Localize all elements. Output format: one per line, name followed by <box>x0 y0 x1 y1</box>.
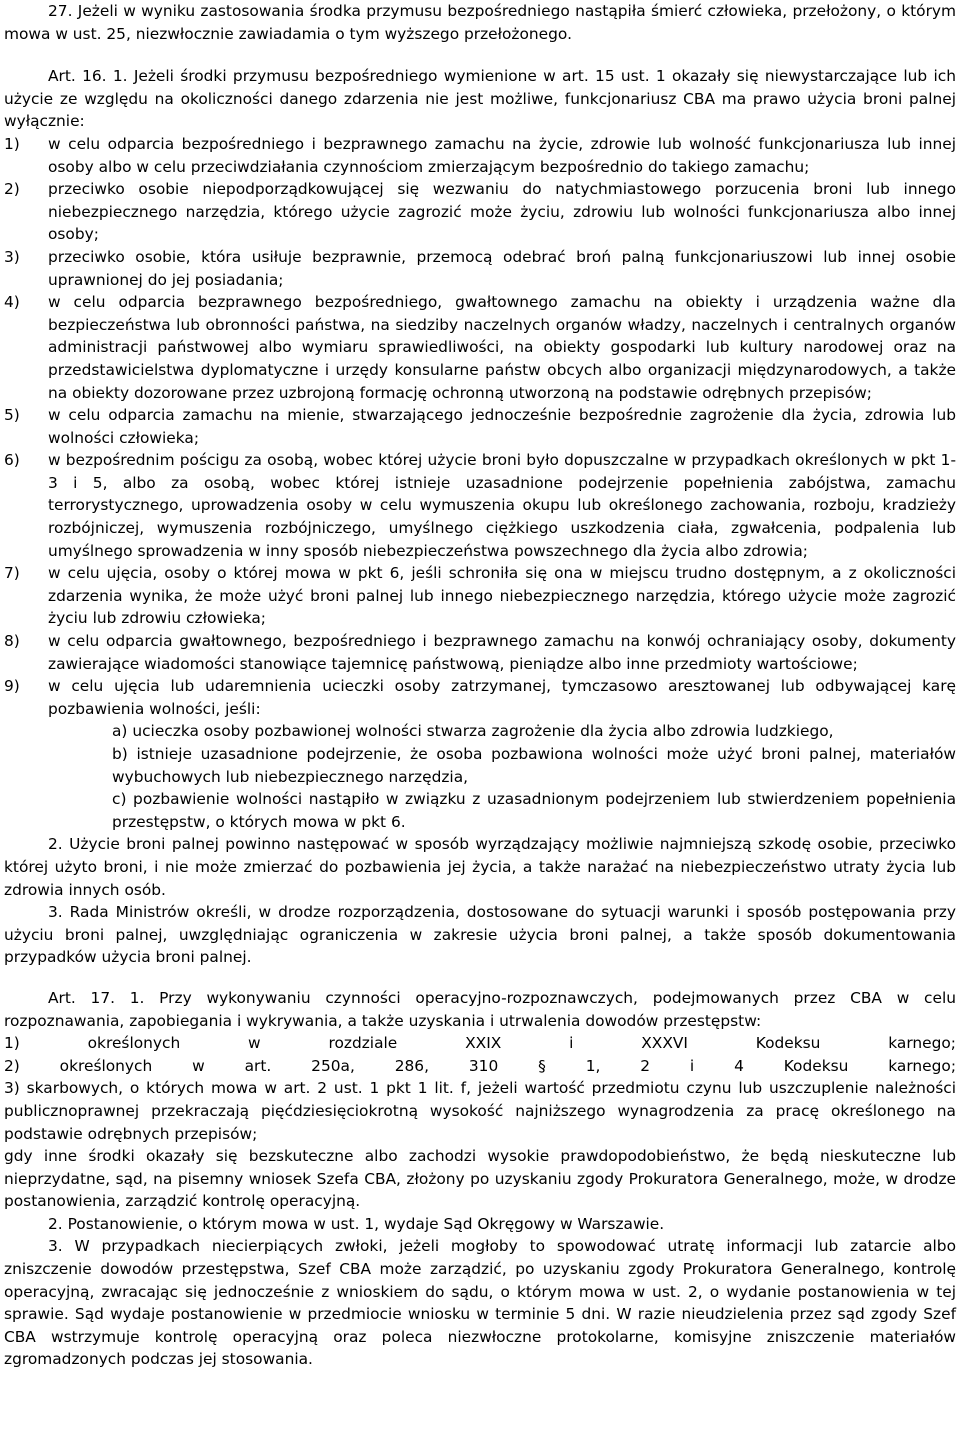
spacer <box>4 45 956 65</box>
list-item <box>4 630 956 675</box>
art16-list <box>4 133 956 720</box>
list-item <box>4 562 956 630</box>
list-item <box>4 178 956 246</box>
list-item <box>4 404 956 449</box>
paragraph-27: 27. Jeżeli w wyniku zastosowania środka przymusu bezpośredniego nastąpiła śmierć człowieka, przełożony, o którym mowa w ust. 25, niezwłocznie zawiadamia o tym wyższego przełożonego. <box>4 2 956 43</box>
list-item-number: 6) <box>4 451 20 470</box>
list-item-number: 3) <box>4 247 20 266</box>
list-item <box>4 133 956 178</box>
list-item-text: w celu odparcia gwałtownego, bezpośredniego i bezprawnego zamachu na konwój ochraniający osoby, dokumenty zawierające wiadomości stanowiące tajemnicę państwową, pieniądze albo inne przedmioty wartościowe; <box>48 632 956 673</box>
list-item-text: w celu ujęcia lub udaremnienia ucieczki osoby zatrzymanej, tymczasowo aresztowanej lub odbywającej karę pozbawienia wolności, jeśli: <box>48 677 956 718</box>
list-item-text: w bezpośrednim pościgu za osobą, wobec której użycie broni było dopuszczalne w przypadkach określonych w pkt 1-3 i 5, albo za osobą, wobec której istnieje uzasadnione podejrzenie popełnienia zabójstwa, zamachu terrorystycznego, uprowadzenia osoby w celu wymuszenia okupu lub określonego zachowania, rozboju, kradzieży rozbójniczej, wymuszenia rozbójniczego, umyślnego ciężkiego uszkodzenia ciała, zgwałcenia, podpalenia lub umyślnego sprowadzenia w inny sposób niebezpieczeństwa powszechnego dla życia albo zdrowia; <box>48 451 956 560</box>
art17-paragraph-1-end: gdy inne środki okazały się bezskuteczne albo zachodzi wysokie prawdopodobieństwo, że będą nieskuteczne lub nieprzydatne, sąd, na pisemny wniosek Szefa CBA, złożony po uzyskaniu zgody Prokuratora Generalnego, może, w drodze postanowienia, zarządzić kontrolę operacyjną. <box>4 1147 956 1211</box>
art16-paragraph-1: Art. 16. 1. Jeżeli środki przymusu bezpośredniego wymienione w art. 15 ust. 1 okazały się niewystarczające lub ich użycie ze względu na okoliczności danego zdarzenia nie jest możliwe, funkcjonariusz CBA ma prawo użycia broni palnej wyłącznie: <box>4 67 956 131</box>
list-item <box>4 449 956 562</box>
sub-list-item: b) istnieje uzasadnione podejrzenie, że osoba pozbawiona wolności może użyć broni palnej, materiałów wybuchowych lub niebezpiecznego narzędzia, <box>112 745 956 786</box>
list-item-text: przeciwko osobie, która usiłuje bezprawnie, przemocą odebrać broń palną funkcjonariuszowi lub innej osobie uprawnionej do jej posiadania; <box>48 247 956 289</box>
list-item <box>4 675 956 720</box>
art16-paragraph-3: 3. Rada Ministrów określi, w drodze rozporządzenia, dostosowane do sytuacji warunki i sposób postępowania przy użyciu broni palnej, uwzględniając ograniczenia w zakresie użycia broni palnej, a także sposób dokumentowania przypadków użycia broni palnej. <box>4 903 956 967</box>
list-item <box>4 246 956 291</box>
list-item-text: w celu ujęcia, osoby o której mowa w pkt 6, jeśli schroniła się ona w miejscu trudno dostępnym, a z okoliczności zdarzenia wynika, że może użyć broni palnej lub innego niebezpiecznego narzędzia, którego użycie może zagrozić życiu lub zdrowiu człowieka; <box>48 564 956 628</box>
spacer <box>4 969 956 987</box>
list-item-number: 8) <box>4 632 20 651</box>
art17-paragraph-2: 2. Postanowienie, o którym mowa w ust. 1, wydaje Sąd Okręgowy w Warszawie. <box>48 1214 665 1233</box>
list-item-number: 7) <box>4 564 20 583</box>
list-item-text: przeciwko osobie niepodporządkowującej się wezwaniu do natychmiastowego porzucenia broni lub innego niebezpiecznego narzędzia, którego użycie zagrozić może życiu, zdrowiu lub wolności funkcjonariusza albo innej osoby; <box>48 180 956 244</box>
list-item-number: 4) <box>4 293 20 312</box>
sub-list-item: c) pozbawienie wolności nastąpiło w związku z uzasadnionym podejrzeniem lub stwierdzeniem popełnienia przestępstw, o których mowa w pkt 6. <box>112 790 956 831</box>
art17-paragraph-1-intro: Art. 17. 1. Przy wykonywaniu czynności operacyjno-rozpoznawczych, podejmowanych przez CBA w celu rozpoznawania, zapobiegania i wykrywania, a także uzyskania i utrwalenia dowodów przestępstw: <box>4 988 956 1030</box>
list-item-text: w celu odparcia bezprawnego bezpośredniego, gwałtownego zamachu na obiekty i urządzenia ważne dla bezpieczeństwa lub obronności państwa, na siedziby naczelnych organów władzy, naczelnych i centralnych organów administracji państwowej albo wymiaru sprawiedliwości, na obiekty gospodarki lub kultury narodowej oraz na przedstawicielstwa dyplomatyczne i urzędy konsularne państw obcych albo organizacji międzynarodowych, a także na obiekty dozorowane przez uzbrojoną formację ochronną utworzoną na podstawie odrębnych przepisów; <box>48 293 956 402</box>
list-item-number: 9) <box>4 677 20 696</box>
list-item-text: w celu odparcia bezpośredniego i bezprawnego zamachu na życie, zdrowie lub wolność funkcjonariusza lub innej osoby albo w celu przeciwdziałania czynnościom zmierzającym bezpośrednio do takiego zamachu; <box>48 134 956 176</box>
list-item-text: w celu odparcia zamachu na mienie, stwarzającego jednocześnie bezpośrednie zagrożenie dla życia, zdrowia lub wolności człowieka; <box>48 406 956 447</box>
list-item-number: 1) <box>4 134 20 153</box>
art17-line-2: 2) określonych w art. 250a, 286, 310 § 1, 2 i 4 Kodeksu karnego; <box>4 1056 956 1075</box>
art17-line-1: 1) określonych w rozdziale XXIX i XXXVI Kodeksu karnego; <box>4 1034 956 1053</box>
art16-paragraph-2: 2. Użycie broni palnej powinno następować w sposób wyrządzający możliwie najmniejszą szkodę osobie, przeciwko której użyto broni, i nie może zmierzać do pozbawienia jej życia, a także narażać na niebezpieczeństwo utraty życia lub zdrowia innych osób. <box>4 835 956 899</box>
art17-paragraph-1-rest: 3) skarbowych, o których mowa w art. 2 ust. 1 pkt 1 lit. f, jeżeli wartość przedmiotu czynu lub uszczuplenie należności publicznoprawnej przekraczają pięćdziesięciokrotną wysokość najniższego wynagrodzenia za pracę określonego na podstawie odrębnych przepisów; <box>4 1079 956 1143</box>
art16-sublist <box>4 720 956 833</box>
list-item-number: 2) <box>4 180 20 199</box>
list-item <box>4 291 956 404</box>
sub-list-item: a) ucieczka osoby pozbawionej wolności stwarza zagrożenie dla życia albo zdrowia ludzkiego, <box>112 722 834 741</box>
art17-paragraph-3: 3. W przypadkach niecierpiących zwłoki, jeżeli mogłoby to spowodować utratę informacji lub zatarcie albo zniszczenie dowodów przestępstwa, Szef CBA może zarządzić, po uzyskaniu zgody Prokuratora Generalnego, kontrolę operacyjną, zwracając się jednocześnie z wnioskiem do sądu, o którym mowa w ust. 2, o wydanie postanowienia w tej sprawie. Sąd wydaje postanowienie w przedmiocie wniosku w terminie 5 dni. W razie nieudzielenia przez sąd zgody Szef CBA wstrzymuje kontrolę operacyjną oraz poleca niezwłoczne protokolarne, komisyjne zniszczenie materiałów zgromadzonych podczas jej stosowania. <box>4 1237 956 1369</box>
list-item-number: 5) <box>4 406 20 425</box>
